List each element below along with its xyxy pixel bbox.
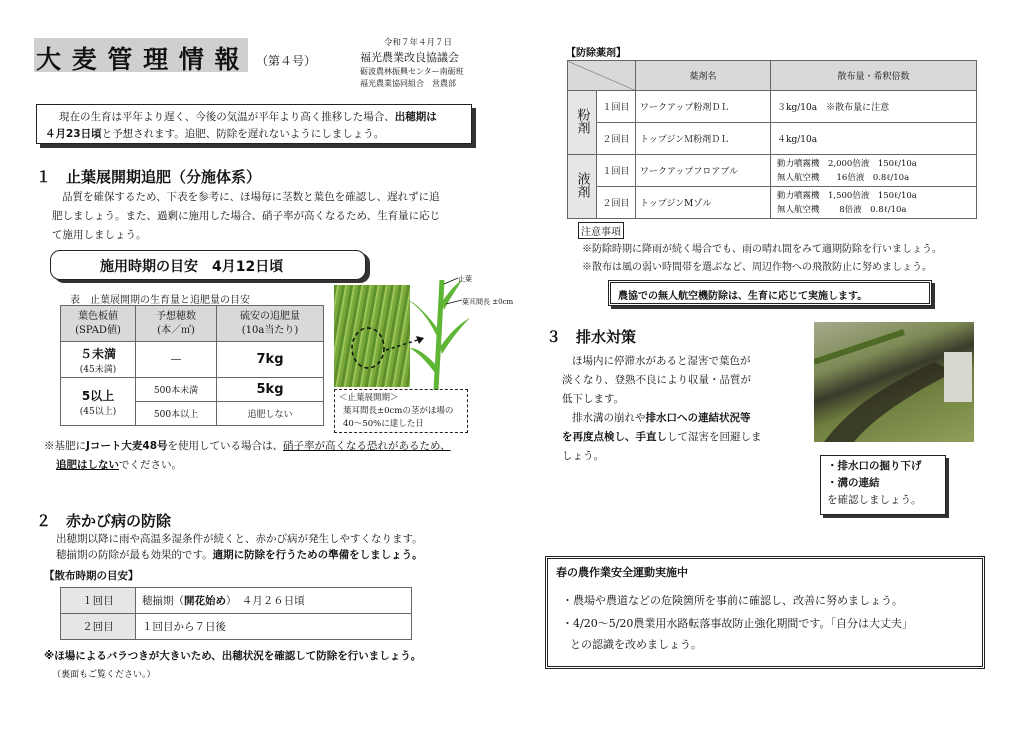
th-fertilizer: 硫安の追肥量 (10a当たり) xyxy=(217,306,324,342)
cell-amount: 追肥しない xyxy=(217,402,324,426)
cell-ears: 500本以上 xyxy=(136,402,217,426)
check-item-connect: ・溝の連結 xyxy=(827,477,880,489)
group-powder: 粉剤 xyxy=(568,91,597,155)
safety-bullet1: ・農場や農道などの危険箇所を事前に確認し、改善に努めましょう。 xyxy=(562,594,903,607)
cell-amount: 7kg xyxy=(217,342,324,378)
section2-heading: ２ 赤かび病の防除 xyxy=(36,512,172,530)
notice-line1: ※防除時期に降雨が続く場合でも、雨の晴れ間をみて適期防除を行いましょう。 xyxy=(582,244,942,255)
group-liquid: 液剤 xyxy=(568,155,597,219)
section1-line3: て施用しましょう。 xyxy=(52,229,147,241)
safety-bullet2: ・4/20～5/20農業用水路転落事故防止強化期間です。「自分は大丈夫」 xyxy=(562,617,914,630)
intro-box xyxy=(36,104,472,144)
issue-number: （第４号） xyxy=(256,54,317,68)
cell-ears: 500本未満 xyxy=(136,378,217,402)
table-header-row xyxy=(568,61,977,91)
table-row xyxy=(61,614,412,640)
section2-line2-bold: 適期に防除を行うための準備をしましょう。 xyxy=(212,549,423,561)
chem-name: ワークアップフロアブル xyxy=(636,155,771,187)
table-row xyxy=(568,91,977,123)
schedule-date: 穂揃期（開花始め） ４月２６日頃 xyxy=(136,588,412,614)
chem-name: ワークアップ粉剤ＤＬ xyxy=(636,91,771,123)
safety-title: 春の農作業安全運動実施中 xyxy=(556,566,688,579)
intro-heading-phrase: 出穂期は xyxy=(394,111,437,123)
chem-dosage: 動力噴霧機 1,500倍液 150ℓ/10a 無人航空機 8倍液 0.8ℓ/10a xyxy=(771,187,977,219)
cell-amount: 5kg xyxy=(217,378,324,402)
table-row xyxy=(61,378,324,402)
chem-dosage: ３kg/10a ※散布量に注意 xyxy=(771,91,977,123)
th-dosage: 散布量・希釈倍数 xyxy=(771,61,977,91)
safety-bullet3: との認識を改めましょう。 xyxy=(570,638,702,651)
check-item-dig: ・排水口の掘り下げ xyxy=(827,460,922,472)
th-diagonal xyxy=(568,61,636,91)
chem-dosage: 動力噴霧機 2,000倍液 150ℓ/10a 無人航空機 16倍液 0.8ℓ/10a xyxy=(771,155,977,187)
table-row xyxy=(568,155,977,187)
drone-notice-text: 農協での無人航空機防除は、生育に応じて実施します。 xyxy=(618,291,868,302)
table-header-row xyxy=(61,306,324,342)
fertilizer-table xyxy=(60,305,324,426)
th-chemical-name: 薬剤名 xyxy=(636,61,771,91)
section2-line2: 穂揃期の防除が最も効果的です。 xyxy=(56,549,213,561)
chem-round: ２回目 xyxy=(597,123,636,155)
cell-ears: ― xyxy=(136,342,217,378)
chemicals-table xyxy=(567,60,977,219)
label-flag-leaf: 止葉 xyxy=(458,275,472,283)
section1-body xyxy=(52,188,492,245)
chem-round: ２回目 xyxy=(597,187,636,219)
table-row xyxy=(61,342,324,378)
intro-text-1: 現在の生育は平年より遅く、今後の気温が平年より高く推移した場合、 xyxy=(59,111,395,123)
chem-name: トップジンＭ粉剤ＤＬ xyxy=(636,123,771,155)
photo-note-line1: 葉耳間長±0cmの茎がほ場の xyxy=(343,406,454,416)
org-name: 福光農業改良協議会 xyxy=(360,51,459,64)
section1-line2: 肥しましょう。また、過剰に施用した場合、硝子率が高くなるため、生育量に応じ xyxy=(52,210,441,222)
drainage-photo-detail xyxy=(814,322,974,442)
th-expected-ears: 予想穂数 (本／㎡) xyxy=(136,306,217,342)
chem-round: １回目 xyxy=(597,155,636,187)
chem-round: １回目 xyxy=(597,91,636,123)
schedule-title: 【散布時期の目安】 xyxy=(44,570,139,582)
th-leaf-color: 葉色板値 (SPAD値) xyxy=(61,306,136,342)
barley-plant-illustration xyxy=(406,272,476,392)
see-back-note: （裏面もご覧ください。） xyxy=(52,670,156,680)
schedule-date: １回目から７日後 xyxy=(136,614,412,640)
coat-fertilizer-note: ※基肥にJコート大麦48号を使用している場合は、硝子率が高くなる恐れがあるため、 追肥はしないでください。 xyxy=(44,440,451,471)
table-row xyxy=(61,588,412,614)
photo-note-title: ＜止葉展開期＞ xyxy=(339,393,399,403)
note-no-topdress: 追肥はしない xyxy=(56,459,119,471)
schedule-round: ２回目 xyxy=(61,614,136,640)
issue-date: 令和７年４月７日 xyxy=(384,38,453,48)
schedule-table xyxy=(60,587,412,640)
section3-heading: ３ 排水対策 xyxy=(546,328,637,346)
section2-body xyxy=(56,531,423,563)
cell-leaf: 5以上 (45以上) xyxy=(61,378,136,426)
chemicals-title: 【防除薬剤】 xyxy=(566,48,626,59)
section3-body: ほ場内に停滞水があると湿害で葉色が 淡くなり、登熟不良により収量・品質が 低下します。 排水溝の崩れや排水口への連結状況等 を再度点検し、手直しして湿害を回避しま しょう。 xyxy=(562,355,762,462)
org-sub2: 福光農業協同組合 営農部 xyxy=(360,79,456,88)
section2-line1: 出穂期以降に雨や高温多湿条件が続くと、赤かび病が発生しやすくなります。 xyxy=(56,533,423,545)
section1-line1: 品質を確保するため、下表を参考に、ほ場毎に茎数と葉色を確認し、遅れずに追 xyxy=(62,191,440,203)
intro-heading-date: ４月23日頃 xyxy=(45,128,102,140)
variation-note: ※ほ場によるバラつきが大きいため、出穂状況を確認して防除を行いましょう。 xyxy=(44,650,422,662)
org-sub1: 砺波農林振興センター南砺班 xyxy=(360,67,464,76)
page-title: 大 麦 管 理 情 報 xyxy=(36,45,241,74)
note-product: Jコート大麦48号 xyxy=(86,440,168,452)
notice-line2: ※散布は風の弱い時間帯を選ぶなど、周辺作物への飛散防止に努めましょう。 xyxy=(582,262,932,273)
label-auricle-distance: 葉耳間長 ±0cm xyxy=(462,298,514,306)
section1-heading: １ 止葉展開期追肥（分施体系） xyxy=(36,168,262,186)
schedule-round: １回目 xyxy=(61,588,136,614)
check-item-confirm: を確認しましょう。 xyxy=(827,494,922,506)
chem-name: トップジンMゾル xyxy=(636,187,771,219)
cell-leaf: ５未満 (45未満) xyxy=(61,342,136,378)
table-caption: 表 止葉展開期の生育量と追肥量の目安 xyxy=(70,295,250,306)
intro-text-2: と予想されます。追肥、防除を遅れないようにしましょう。 xyxy=(101,128,385,140)
photo-note-line2: 40～50%に達した日 xyxy=(343,419,424,429)
photo-note-box xyxy=(334,389,468,433)
notice-label: 注意事項 xyxy=(578,222,624,239)
table-row xyxy=(568,123,977,155)
chem-dosage: ４kg/10a xyxy=(771,123,977,155)
timing-text: 施用時期の目安 4月12日頃 xyxy=(100,259,284,275)
table-row xyxy=(568,187,977,219)
drainage-check-box xyxy=(820,455,946,515)
